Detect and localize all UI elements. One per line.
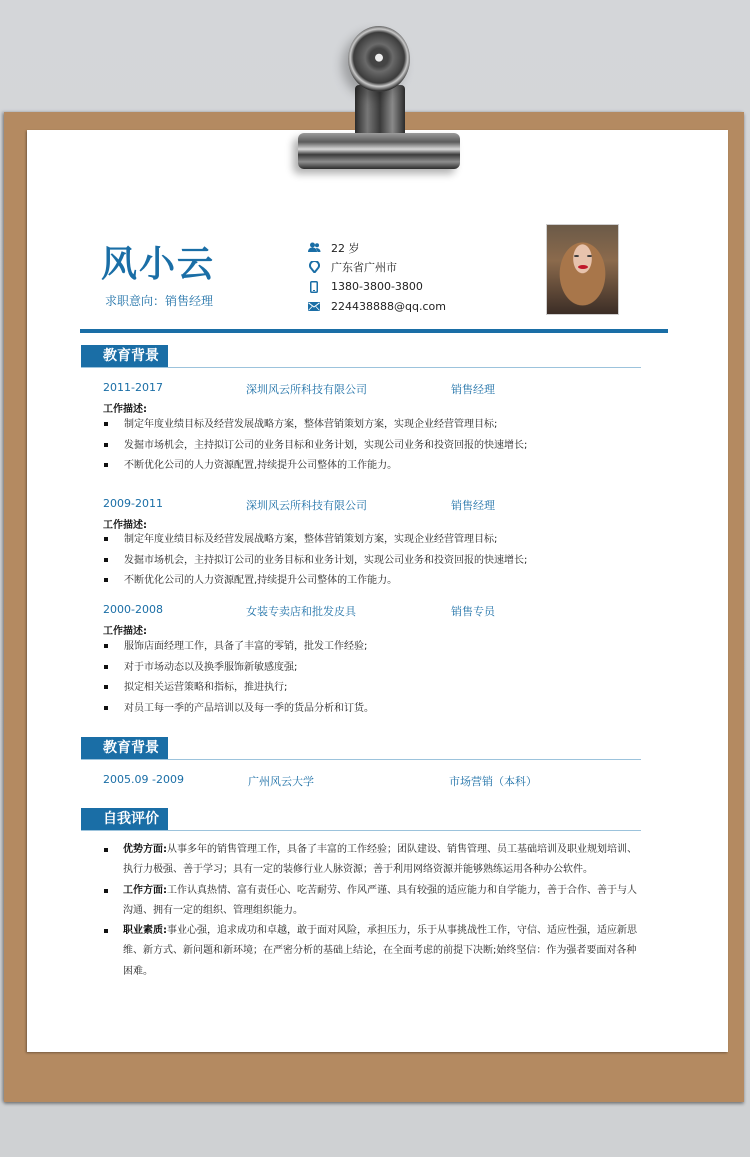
edu-period: 2005.09 -2009	[103, 773, 184, 786]
section-title: 自我评价	[81, 808, 168, 830]
list-item: 发掘市场机会，主持拟订公司的业务目标和业务计划，实现公司业务和投资回报的快速增长;	[103, 553, 527, 574]
list-item: 对员工每一季的产品培训以及每一季的货品分析和订货。	[103, 701, 374, 722]
location-pin-icon	[306, 261, 322, 273]
list-item	[103, 840, 643, 881]
section-title: 教育背景	[81, 345, 168, 367]
section-header-education	[81, 737, 641, 759]
item-label: 优势方面:	[123, 844, 167, 855]
photo-lips	[578, 265, 588, 269]
contact-email[interactable]	[306, 297, 446, 317]
desc-label: 工作描述:	[103, 520, 147, 531]
clip-ring	[348, 26, 410, 92]
entry-company: 深圳风云所科技有限公司	[246, 383, 367, 396]
list-item	[103, 921, 643, 982]
work-bullets	[103, 417, 527, 479]
item-text: 工作认真热情、富有责任心、吃苦耐劳、作风严谨、具有较强的适应能力和自学能力，善于合作、善于与人沟通、拥有一定的组织、管理组织能力。	[123, 884, 637, 916]
item-label: 工作方面:	[123, 884, 167, 896]
section-underline	[81, 830, 641, 831]
phone-icon	[306, 281, 322, 293]
list-item: 不断优化公司的人力资源配置,持续提升公司整体的工作能力。	[103, 573, 527, 594]
contact-phone	[306, 277, 446, 297]
entry-period: 2009-2011	[103, 497, 163, 510]
list-item: 拟定相关运营策略和指标，推进执行;	[103, 680, 374, 701]
user-icon	[306, 242, 322, 254]
item-text: 事业心强，追求成功和卓越，敢于面对风险，承担压力，乐于从事挑战性工作，守信、适应性强，适应新思维、新方式、新问题和新环境；在严密分析的基础上结论，在全面考虑的前提下决断;始终坚信：作为强者要面对各种困难。	[123, 925, 637, 977]
job-intent: 求职意向：销售经理	[105, 294, 214, 308]
desc-label: 工作描述:	[103, 626, 147, 637]
mail-icon	[306, 300, 322, 312]
list-item: 对于市场动态以及换季服饰新敏感度强;	[103, 660, 374, 681]
candidate-name: 风小云	[101, 244, 216, 285]
section-header-self-eval	[81, 808, 641, 830]
work-bullets	[103, 639, 374, 721]
photo-eye-right	[587, 255, 592, 257]
entry-position: 销售专员	[451, 605, 495, 618]
section-title: 教育背景	[81, 737, 168, 759]
entry-company: 女装专卖店和批发皮具	[246, 605, 356, 618]
item-text: 从事多年的销售管理工作，具备了丰富的工作经验；团队建设、销售管理、员工基础培训及职业规划培训、执行力极强、善于学习；具有一定的装修行业人脉资源；善于利用网络资源并能够熟练运用各种办公软件。	[123, 844, 637, 876]
list-item: 发掘市场机会，主持拟订公司的业务目标和业务计划，实现公司业务和投资回报的快速增长;	[103, 438, 527, 459]
section-header-work	[81, 345, 641, 367]
contact-location	[306, 258, 446, 278]
section-underline	[81, 759, 641, 760]
contact-info	[306, 238, 446, 316]
email-text[interactable]: 224438888@qq.com	[331, 299, 446, 313]
desc-label: 工作描述:	[103, 404, 147, 415]
header-divider	[80, 329, 668, 333]
entry-period: 2011-2017	[103, 381, 163, 394]
entry-company: 深圳风云所科技有限公司	[246, 499, 367, 512]
location-text: 广东省广州市	[331, 261, 397, 275]
list-item: 制定年度业绩目标及经营发展战略方案，整体营销策划方案，实现企业经营管理目标;	[103, 417, 527, 438]
edu-school: 广州风云大学	[248, 775, 314, 788]
work-bullets	[103, 532, 527, 594]
list-item: 不断优化公司的人力资源配置,持续提升公司整体的工作能力。	[103, 458, 527, 479]
list-item: 制定年度业绩目标及经营发展战略方案，整体营销策划方案，实现企业经营管理目标;	[103, 532, 527, 553]
section-underline	[81, 367, 641, 368]
photo-eye-left	[574, 255, 579, 257]
item-label: 职业素质:	[123, 925, 167, 937]
entry-position: 销售经理	[451, 499, 495, 512]
self-eval-list	[103, 840, 643, 982]
edu-major: 市场营销（本科）	[449, 775, 537, 788]
list-item	[103, 881, 643, 922]
phone-text: 1380-3800-3800	[331, 280, 423, 294]
age-text: 22 岁	[331, 241, 360, 255]
contact-age	[306, 238, 446, 258]
entry-period: 2000-2008	[103, 603, 163, 616]
entry-position: 销售经理	[451, 383, 495, 396]
list-item: 服饰店面经理工作，具备了丰富的零销，批发工作经验;	[103, 639, 374, 660]
profile-photo	[546, 224, 619, 315]
